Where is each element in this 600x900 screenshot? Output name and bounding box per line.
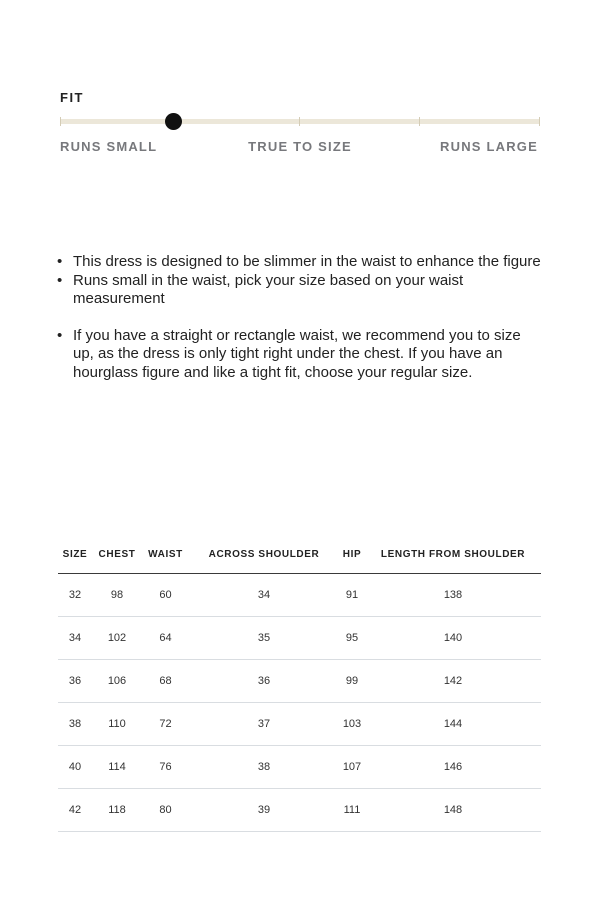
bullet-icon: • xyxy=(57,271,63,289)
cell-size: 36 xyxy=(58,660,92,703)
cell-hip: 91 xyxy=(339,574,365,617)
cell-chest: 106 xyxy=(92,660,142,703)
fit-label-true-to-size: TRUE TO SIZE xyxy=(248,139,352,154)
table-row xyxy=(58,703,541,746)
cell-shoulder: 36 xyxy=(189,660,339,703)
cell-length: 138 xyxy=(365,574,541,617)
table-row xyxy=(58,574,541,617)
header-across-shoulder: ACROSS SHOULDER xyxy=(189,535,339,574)
fit-notes xyxy=(55,253,545,400)
header-hip: HIP xyxy=(339,535,365,574)
header-waist: WAIST xyxy=(142,535,189,574)
cell-shoulder: 34 xyxy=(189,574,339,617)
cell-hip: 99 xyxy=(339,660,365,703)
table-header-row xyxy=(58,535,541,574)
table-row xyxy=(58,746,541,789)
cell-chest: 102 xyxy=(92,617,142,660)
cell-waist: 68 xyxy=(142,660,189,703)
cell-waist: 72 xyxy=(142,703,189,746)
table-row xyxy=(58,660,541,703)
header-length-from-shoulder: LENGTH FROM SHOULDER xyxy=(365,535,541,574)
cell-waist: 76 xyxy=(142,746,189,789)
cell-hip: 111 xyxy=(339,789,365,832)
note-group-2 xyxy=(55,327,545,383)
cell-shoulder: 38 xyxy=(189,746,339,789)
cell-length: 146 xyxy=(365,746,541,789)
fit-marker xyxy=(165,113,182,130)
note-item xyxy=(55,253,545,272)
cell-hip: 103 xyxy=(339,703,365,746)
fit-label-runs-large: RUNS LARGE xyxy=(440,139,538,154)
cell-length: 142 xyxy=(365,660,541,703)
cell-shoulder: 35 xyxy=(189,617,339,660)
cell-waist: 64 xyxy=(142,617,189,660)
note-item xyxy=(55,272,545,309)
cell-size: 40 xyxy=(58,746,92,789)
size-chart-table xyxy=(58,535,541,832)
cell-hip: 95 xyxy=(339,617,365,660)
cell-length: 148 xyxy=(365,789,541,832)
note-text: If you have a straight or rectangle waist, we recommend you to size up, as the dress is only tight right under the chest. If you have an hourglass figure and like a tight fit, choose your regular size. xyxy=(73,326,521,381)
cell-chest: 114 xyxy=(92,746,142,789)
header-size: SIZE xyxy=(58,535,92,574)
fit-tick xyxy=(419,117,420,126)
cell-chest: 98 xyxy=(92,574,142,617)
note-text: Runs small in the waist, pick your size based on your waist measurement xyxy=(73,271,464,307)
cell-size: 34 xyxy=(58,617,92,660)
cell-size: 38 xyxy=(58,703,92,746)
cell-chest: 110 xyxy=(92,703,142,746)
table-row xyxy=(58,789,541,832)
cell-length: 140 xyxy=(365,617,541,660)
fit-track xyxy=(60,119,540,124)
cell-waist: 60 xyxy=(142,574,189,617)
cell-hip: 107 xyxy=(339,746,365,789)
bullet-icon: • xyxy=(57,326,63,344)
note-item xyxy=(55,327,545,383)
note-text: This dress is designed to be slimmer in the waist to enhance the figure xyxy=(73,253,541,270)
table-row xyxy=(58,617,541,660)
cell-shoulder: 37 xyxy=(189,703,339,746)
fit-tick xyxy=(60,117,61,126)
cell-shoulder: 39 xyxy=(189,789,339,832)
cell-waist: 80 xyxy=(142,789,189,832)
fit-tick xyxy=(539,117,540,126)
cell-chest: 118 xyxy=(92,789,142,832)
cell-size: 42 xyxy=(58,789,92,832)
note-group-1 xyxy=(55,253,545,309)
fit-title: FIT xyxy=(60,90,84,105)
header-chest: CHEST xyxy=(92,535,142,574)
bullet-icon: • xyxy=(57,253,63,270)
cell-size: 32 xyxy=(58,574,92,617)
fit-label-runs-small: RUNS SMALL xyxy=(60,139,158,154)
cell-length: 144 xyxy=(365,703,541,746)
fit-tick xyxy=(299,117,300,126)
